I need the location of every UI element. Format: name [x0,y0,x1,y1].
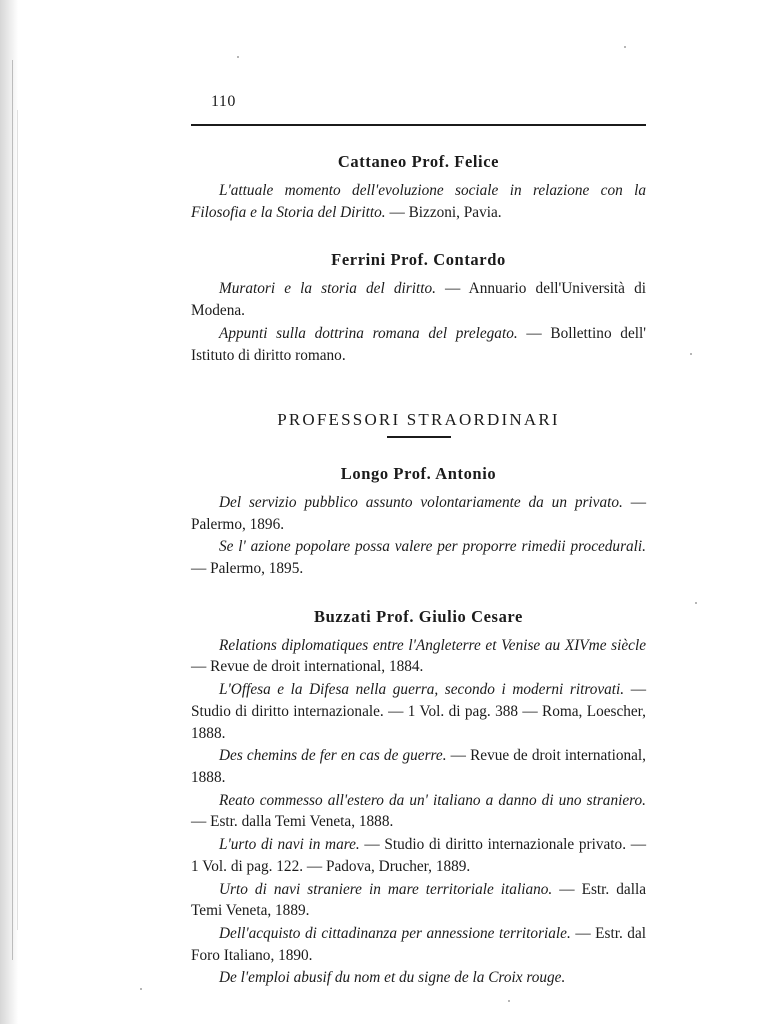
bibliography-entry [191,923,646,966]
entry-imprint: — Estr. dal Foro Italiano, 1890. [191,925,646,964]
entry-title: De l'emploi abusif du nom et du signe de la Croix rouge. [219,969,566,987]
entry-imprint: — Estr. dalla Temi Veneta, 1888. [191,813,394,831]
entry-title: L'attuale momento dell'evoluzione sociale in relazione con la Filosofia e la Storia del Diritto. [191,182,646,221]
entry-imprint: — Revue de droit international, 1888. [191,747,646,786]
section-rule [387,436,451,438]
page-number: 110 [211,93,236,110]
entry-title: Del servizio pubblico assunto volontariamente da un privato. [219,493,623,511]
entry-imprint: — Bizzoni, Pavia. [385,203,502,221]
entry-title: Des chemins de fer en cas de guerre. [219,747,447,765]
entry-title: Urto di navi straniere in mare territoriale italiano. [219,880,553,898]
author-heading-longo: Longo Prof. Antonio [340,463,497,483]
section-heading: PROFESSORI STRAORDINARI [277,410,560,430]
header-rule [191,124,646,126]
entry-imprint: — Estr. dalla Temi Veneta, 1889. [191,880,646,920]
author-heading-cattaneo: Cattaneo Prof. Felice [337,152,500,171]
entry-imprint: — Bollettino dell' Istituto di diritto romano. [191,324,647,364]
bibliography-entry [191,679,646,744]
entry-imprint: — Studio di diritto internazionale privato. — 1 Vol. di pag. 122. — Padova, Drucher, 1889. [191,836,646,875]
entry-title: Relations diplomatiques entre l'Angleterre et Venise au XIVme siècle [219,636,646,654]
entry-title: Dell'acquisto di cittadinanza per annessione territoriale. [219,925,571,943]
bibliography-entry [191,278,646,321]
bibliography-entry [191,879,646,922]
entry-imprint: — Palermo, 1896. [191,493,646,533]
entry-title: L'urto di navi in mare. [219,836,360,854]
entry-imprint: — Annuario dell'Università di Modena. [191,280,646,320]
author-heading-ferrini: Ferrini Prof. Contardo [331,250,506,270]
bibliography-entry [191,834,646,877]
bibliography-entry [191,745,646,788]
entry-title: Muratori e la storia del diritto. [219,280,436,298]
bibliography-entry [191,790,646,833]
entry-imprint: — Revue de droit international, 1884. [191,658,424,676]
page-content [191,140,646,990]
bibliography-entry [191,492,646,535]
bibliography-entry [191,323,646,366]
entry-title: L'Offesa e la Difesa nella guerra, secondo i moderni ritrovati. [219,681,625,699]
bibliography-entry [191,536,646,579]
bibliography-entry [191,967,646,989]
entry-title: Appunti sulla dottrina romana del prelegato. [219,324,518,342]
entry-title: Se l' azione popolare possa valere per proporre rimedii procedurali. [219,538,646,556]
entry-title: Reato commesso all'estero da un' italiano a danno di uno straniero. [219,791,646,809]
entry-imprint: — Palermo, 1895. [191,559,304,577]
entry-imprint: — Studio di diritto internazionale. — 1 Vol. di pag. 388 — Roma, Loescher, 1888. [191,681,647,742]
bibliography-entry [191,180,646,223]
bibliography-entry [191,635,646,678]
author-heading-buzzati: Buzzati Prof. Giulio Cesare [314,606,523,626]
